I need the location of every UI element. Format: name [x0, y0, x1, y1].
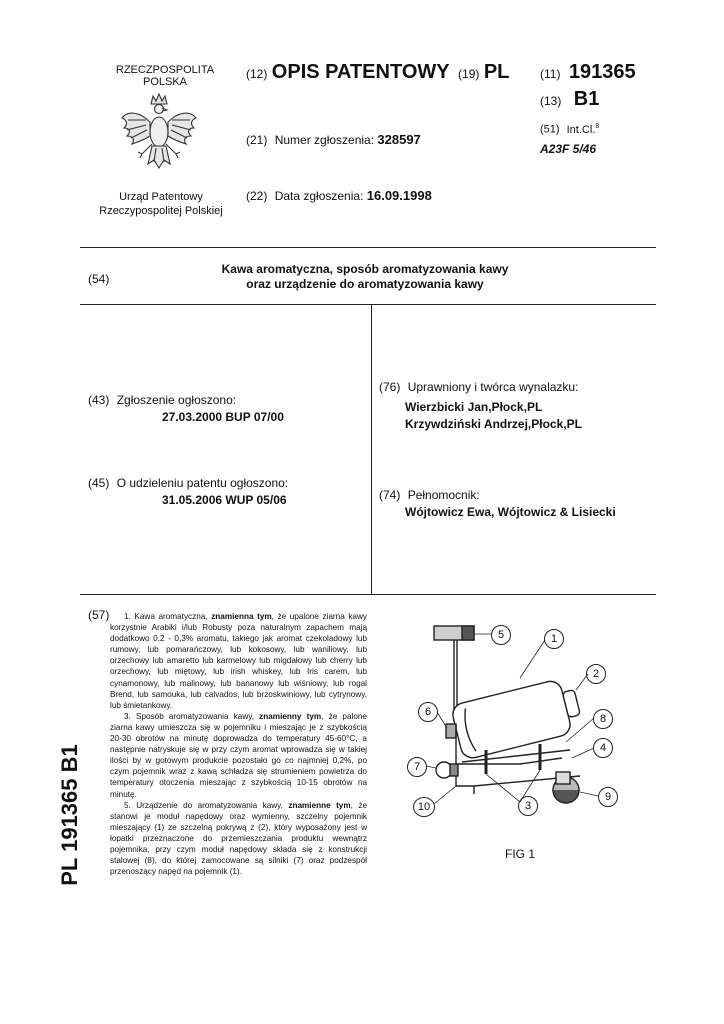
column-divider — [371, 304, 372, 594]
country-name-line2: POLSKA — [142, 76, 188, 88]
code-19: (19) — [458, 67, 480, 81]
callout-2: 2 — [586, 664, 606, 684]
callout-5: 5 — [491, 625, 511, 645]
country-name-line1: RZECZPOSPOLITA — [115, 64, 215, 76]
code-21: (21) — [246, 133, 268, 147]
divider-title — [80, 304, 656, 305]
code-13: (13) — [540, 94, 562, 108]
code-43: (43) — [88, 393, 110, 407]
divider-bottom — [80, 594, 656, 595]
code-12: (12) — [246, 67, 268, 81]
code-74: (74) — [379, 488, 401, 502]
code-57: (57) — [88, 608, 110, 622]
application-number-label: Numer zgłoszenia: — [274, 133, 375, 147]
figure-caption: FIG 1 — [505, 847, 536, 861]
callout-1: 1 — [544, 629, 564, 649]
callout-3: 3 — [518, 796, 538, 816]
callout-7: 7 — [407, 757, 427, 777]
code-51: (51) — [540, 123, 560, 136]
document-type: OPIS PATENTOWY — [271, 61, 450, 83]
filing-date: 16.09.1998 — [366, 188, 432, 203]
code-54: (54) — [88, 272, 110, 286]
inventor-label: Uprawniony i twórca wynalazku: — [407, 380, 579, 394]
abstract-claim-1: 1. Kawa aromatyczna, znamienna tym, że upalone ziarna kawy korzystnie Arabiki i/lub Robusty poza naturalnym zapachem mają dodatkowo 0,2 - 0,3% aromatu, takiego jak aromat czekoladowy lub rumowy, lub pomarańczowy, lub kokosowy, lub waniliowy, lub orzechowy lub amaretto lub karmelowy lub migdałowy lub cherry lub orzechowy, lub miętowy, lub irish whiskey, lub Iris carem, lub cynamonowy, lub malinowy, lub bananowy lub wiśniowy, lub rogal Brend, lub samouka, lub calvados, lub brzoskwiniowy, lub cytrynowy, lub śmietankowy. — [110, 612, 367, 710]
inventor-2: Krzywdziński Andrzej,Płock,PL — [405, 417, 582, 431]
intcl-version: 8 — [595, 123, 600, 130]
code-45: (45) — [88, 476, 110, 490]
abstract-claim-5: 5. Urządzenie do aromatyzowania kawy, znamienne tym, że stanowi je moduł napędowy oraz wymienny, szczelny pojemnik mieszający (1) ze szczelną pokrywą z (2), który wyposażony jest w łopatki przeznaczone do przemieszczania produktu wewnątrz pojemnika, przy czym moduł napędowy składa się z konstrukcji stalowej (8), do której zamocowane są silniki (7) oraz podzespół przenoszący napęd na pojemnik (1). — [110, 800, 367, 877]
kind-code: B1 — [573, 88, 600, 110]
title-line2: oraz urządzenie do aromatyzowania kawy — [246, 277, 484, 291]
attorney-name: Wójtowicz Ewa, Wójtowicz & Lisiecki — [405, 505, 616, 519]
callout-9: 9 — [598, 787, 618, 807]
divider-top — [80, 247, 656, 248]
patent-granted-date: 31.05.2006 WUP 05/06 — [162, 493, 287, 507]
patent-number: 191365 — [568, 61, 636, 83]
callout-4: 4 — [593, 738, 613, 758]
title-line1: Kawa aromatyczna, sposób aromatyzowania kawy — [221, 262, 509, 276]
classification: A23F 5/46 — [540, 142, 597, 156]
callout-10: 10 — [413, 797, 435, 817]
application-number: 328597 — [377, 132, 421, 147]
code-11: (11) — [540, 67, 561, 81]
application-published-date: 27.03.2000 BUP 07/00 — [162, 410, 284, 424]
code-76: (76) — [379, 380, 401, 394]
patent-office-line1: Urząd Patentowy — [119, 191, 203, 203]
attorney-label: Pełnomocnik: — [407, 488, 480, 502]
code-22: (22) — [246, 189, 268, 203]
callout-6: 6 — [418, 702, 438, 722]
patent-office-line2: Rzeczypospolitej Polskiej — [99, 205, 223, 217]
abstract-claim-3: 3. Sposób aromatyzowania kawy, znamienny tym, że palone ziarna kawy umieszcza się w pojemniku i mieszając je z szybkością 20-30 obrotów na minutę doprowadza do temperatury 45-60°C, a następnie natryskuje się w przy czym aromat wprowadza się w takiej ilości by w gotowym produkcie pozostało go co najmniej 0,2%, po czym pojemnik wraz z kawą schładza się strumieniem powietrza do temperatury otoczenia mieszając z szybkością 10-15 obrotów na minutę. — [110, 711, 367, 799]
patent-granted-label: O udzieleniu patentu ogłoszono: — [116, 476, 289, 490]
side-patent-label: PL 191365 B1 — [57, 744, 82, 886]
polish-eagle-emblem-icon — [118, 92, 200, 184]
country-code: PL — [483, 61, 510, 83]
callout-leaders — [400, 612, 630, 842]
inventor-1: Wierzbicki Jan,Płock,PL — [405, 400, 543, 414]
application-published-label: Zgłoszenie ogłoszono: — [116, 393, 237, 407]
callout-8: 8 — [593, 709, 613, 729]
abstract-text — [110, 611, 367, 877]
filing-date-label: Data zgłoszenia: — [274, 189, 364, 203]
intcl-label: Int.Cl. — [566, 123, 596, 136]
